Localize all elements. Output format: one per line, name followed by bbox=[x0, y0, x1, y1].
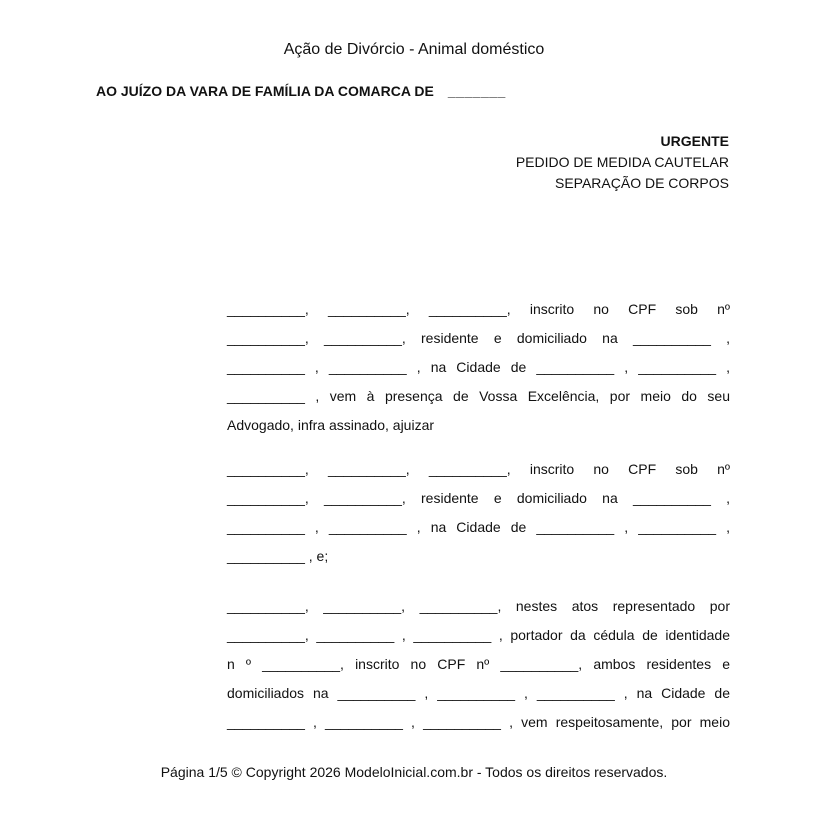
paragraph-line: __________ , __________ , na Cidade de __________ , __________ , bbox=[227, 519, 730, 535]
urgency-block bbox=[516, 131, 729, 194]
paragraph-line: __________ , vem à presença de Vossa Excelência, por meio do seu bbox=[227, 388, 730, 404]
paragraph-line: __________, __________, residente e domiciliado na __________ , bbox=[227, 490, 730, 506]
cautelar-request-label: PEDIDO DE MEDIDA CAUTELAR bbox=[515, 154, 729, 170]
paragraph-line: __________, __________, __________, inscrito no CPF sob nº bbox=[227, 301, 730, 317]
paragraph-line: __________ , __________ , na Cidade de __________ , __________ , bbox=[227, 359, 730, 375]
paragraph-line: __________, __________, __________, nestes atos representado por bbox=[227, 598, 730, 614]
paragraph-line: __________, __________ , __________ , portador da cédula de identidade bbox=[227, 627, 730, 643]
separacao-corpos-label: SEPARAÇÃO DE CORPOS bbox=[554, 175, 729, 191]
paragraph-line: n º __________, inscrito no CPF nº __________, ambos residentes e bbox=[227, 656, 730, 672]
addressee-text: AO JUÍZO DA VARA DE FAMÍLIA DA COMARCA DE bbox=[96, 83, 434, 99]
addressee-blank: _______ bbox=[447, 83, 506, 99]
paragraph-line: __________ , __________ , __________ , vem respeitosamente, por meio bbox=[227, 714, 730, 730]
page-footer: Página 1/5 © Copyright 2026 ModeloInicial.com.br - Todos os direitos reservados. bbox=[160, 764, 668, 780]
paragraph-line: __________, __________, residente e domiciliado na __________ , bbox=[227, 330, 730, 346]
paragraph-line: __________, __________, __________, inscrito no CPF sob nº bbox=[227, 461, 730, 477]
document-body bbox=[227, 295, 730, 737]
addressee-line bbox=[96, 81, 506, 101]
paragraph-line: __________ , e; bbox=[227, 548, 329, 564]
urgent-label: URGENTE bbox=[660, 133, 729, 149]
paragraph-line: Advogado, infra assinado, ajuizar bbox=[227, 417, 435, 433]
paragraph-line: domiciliados na __________ , __________ , __________ , na Cidade de bbox=[227, 685, 730, 701]
paragraph-represented-party bbox=[227, 592, 730, 737]
document-title: Ação de Divórcio - Animal doméstico bbox=[283, 41, 545, 58]
paragraph-first-party bbox=[227, 295, 730, 440]
paragraph-second-party bbox=[227, 455, 730, 571]
